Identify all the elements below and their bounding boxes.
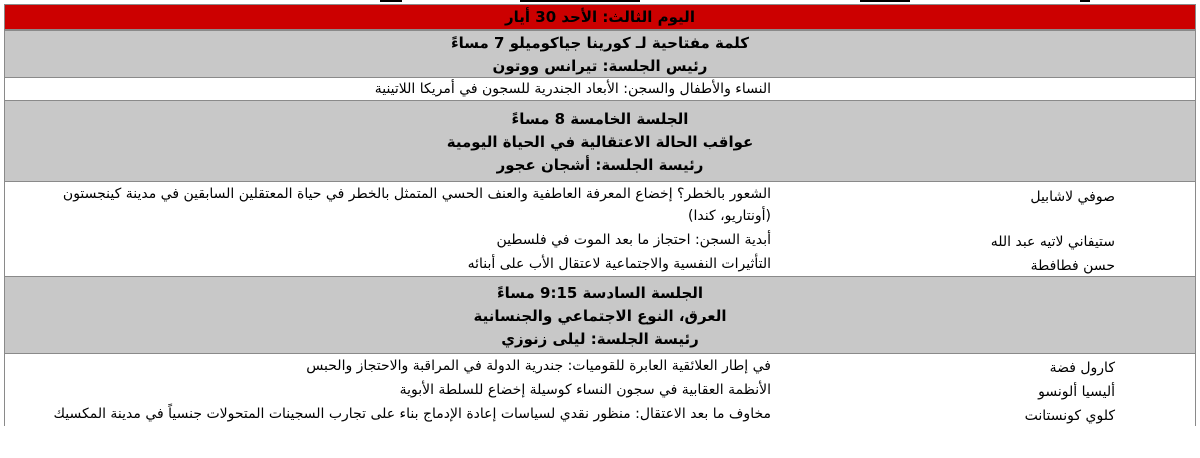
speaker-name: صوفي لاشابيل	[1030, 189, 1115, 205]
table-row	[4, 378, 1196, 402]
table-row	[4, 354, 1196, 378]
session6-chair: رئيسة الجلسة: ليلى زنوزي	[501, 330, 699, 348]
session5-header	[4, 100, 1196, 182]
table-row	[4, 228, 1196, 252]
cut-text-fragment	[520, 0, 640, 2]
talk-title: الأنظمة العقابية في سجون النساء كوسيلة إخضاع للسلطة الأبوية	[399, 382, 771, 398]
cut-text-fragment	[380, 0, 402, 2]
table-row	[4, 252, 1196, 276]
table-row	[4, 78, 1196, 100]
session5-chair: رئيسة الجلسة: أشجان عجور	[496, 156, 704, 174]
keynote-title: كلمة مفتاحية لـ كورينا جياكوميلو 7 مساءً	[450, 34, 750, 52]
cut-text-fragment	[1080, 0, 1090, 2]
talk-title: الشعور بالخطر؟ إخضاع المعرفة العاطفية والعنف الحسي المتمثل بالخطر في حياة المعتقلين السابقين في مدينة كينجستون	[62, 186, 771, 202]
session5-time: الجلسة الخامسة 8 مساءً	[511, 110, 689, 128]
session5-theme: عواقب الحالة الاعتقالية في الحياة اليومية	[446, 133, 754, 151]
speaker-name: حسن فطافطة	[1030, 258, 1115, 274]
talk-title: مخاوف ما بعد الاعتقال: منظور نقدي لسياسات إعادة الإدماج بناء على تجارب السجينات المتحولات جنسياً في مدينة المكسيك	[53, 406, 771, 422]
day-header-text: اليوم الثالث: الأحد 30 أيار	[505, 8, 695, 26]
day-header	[4, 4, 1196, 30]
talk-title: التأثيرات النفسية والاجتماعية لاعتقال الأب على أبنائه	[467, 256, 771, 272]
talk-title: أبدية السجن: احتجاز ما بعد الموت في فلسطين	[496, 232, 771, 248]
keynote-header	[4, 30, 1196, 78]
session6-time: الجلسة السادسة 9:15 مساءً	[496, 284, 704, 302]
session6-theme: العرق، النوع الاجتماعي والجنسانية	[473, 307, 727, 325]
speaker-name: ستيفاني لاتيه عبد الله	[990, 234, 1115, 250]
talk-title-continued: (أونتاريو، كندا)	[688, 208, 771, 224]
session6-header	[4, 276, 1196, 354]
talk-title: النساء والأطفال والسجن: الأبعاد الجندرية للسجون في أمريكا اللاتينية	[374, 81, 771, 97]
cut-text-fragment	[860, 0, 910, 2]
talk-title: في إطار العلائقية العابرة للقوميات: جندرية الدولة في المراقبة والاحتجاز والحبس	[306, 358, 771, 374]
table-row	[4, 182, 1196, 228]
speaker-name: كارول فضة	[1049, 360, 1115, 376]
speaker-name: أليسيا ألونسو	[1038, 384, 1115, 400]
keynote-chair: رئيس الجلسة: تيرانس ووتون	[492, 57, 708, 75]
table-row	[4, 402, 1196, 426]
speaker-name: كلوي كونستانت	[1024, 408, 1115, 424]
